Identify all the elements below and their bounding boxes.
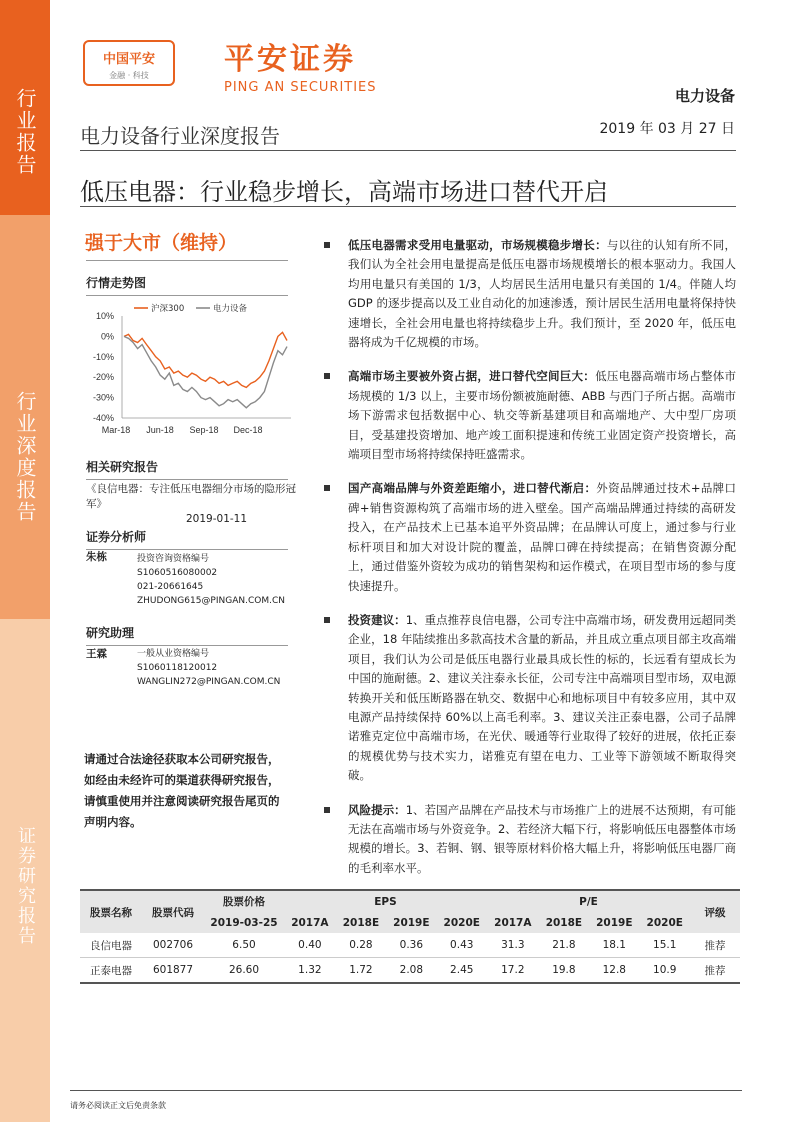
assistant-section-title: 研究助理 xyxy=(86,624,288,646)
table-row: 良信电器 002706 6.50 0.40 0.28 0.36 0.43 31.3 21.8 18.1 15.1 推荐 xyxy=(80,933,740,958)
header-stock-code: 股票代码 xyxy=(142,890,204,933)
report-type: 电力设备行业深度报告 xyxy=(80,124,280,148)
report-date: 2019 年 03 月 27 日 xyxy=(599,121,735,137)
x-tick-label: Sep-18 xyxy=(189,425,219,435)
table-row: 正泰电器 601877 26.60 1.32 1.72 2.08 2.45 17.2 19.8 12.8 10.9 推荐 xyxy=(80,958,740,984)
bullet-high-end-market: 高端市场主要被外资占据，进口替代空间巨大：低压电器高端市场占整体市场规模的 1/3 以上，主要市场份额被施耐德、ABB 与西门子所占据。高端市场下游需求包括数据中心、轨交等新基建项目和高端地产、大中型厂房项目，受基建投资增加、地产竣工面积提速和传统工业固定资产投资增长，高端项目型市场将持续保持旺盛需求。 xyxy=(322,367,736,464)
bullet-demand: 低压电器需求受用电量驱动，市场规模稳步增长：与以往的认知有所不同，我们认为全社会用电量提高是低压电器市场规模增长的根本驱动力。我国人均用电量只有美国的 1/3，人均居民生活用电量只有美国的 1/4。伴随人均 GDP 的逐步提高以及工业自动化的加速渗透，预计居民生活用电量将保持快速增长，全社会用电量也将持续稳步上升。我们预计，至 2020 年，低压电器将成为千亿规模的市场。 xyxy=(322,236,736,352)
assistant-info: 一般从业资格编号 S1060118120012 WANGLIN272@PINGAN.COM.CN xyxy=(137,649,281,687)
related-report-item[interactable] xyxy=(86,482,296,527)
rating-divider xyxy=(86,260,288,261)
assistant-name: 王霖 xyxy=(86,648,107,660)
analyst-name: 朱栋 xyxy=(86,551,107,563)
header-stock-price: 股票价格 xyxy=(204,890,284,912)
sector-label: 电力设备 xyxy=(674,87,735,105)
market-trend-chart xyxy=(86,296,296,441)
header-pe: P/E xyxy=(487,890,690,912)
header-price-date: 2019-03-25 xyxy=(204,912,284,933)
header-stock-name: 股票名称 xyxy=(80,890,142,933)
chart-section-title: 行情走势图 xyxy=(86,274,288,296)
related-report-date: 2019-01-11 xyxy=(186,513,248,525)
series-line-csi300 xyxy=(124,332,287,387)
related-section-title: 相关研究报告 xyxy=(86,458,288,480)
bullet-square-icon xyxy=(324,617,330,623)
stock-valuation-table: 股票名称 股票代码 股票价格 EPS P/E 评级 2019-03-25 2017A 2018E 2019E 2020E 2017A 2018E 2019E 2020E 良信电器 002706 6.50 0.40 0.28 0.36 0.43 31.3 21.8 18.1 15.1 推荐 正泰电器 601877 26.60 1.32 1.72 2.08 2.45 17.2 19.8 12.8 10.9 推荐 xyxy=(80,889,740,984)
side-tab-securities-research: 证券研究报告 xyxy=(0,619,50,1122)
x-tick-label: Mar-18 xyxy=(101,425,131,435)
bullet-square-icon xyxy=(324,807,330,813)
footer-note: 请务必阅读正文后免责条款 xyxy=(70,1101,166,1110)
analyst-info: 投资咨询资格编号 S1060516080002 021-20661645 ZHUDONG615@PINGAN.COM.CN xyxy=(137,554,285,606)
legend-label: 电力设备 xyxy=(213,304,248,314)
bullet-investment-advice: 投资建议：1、重点推荐良信电器，公司专注中高端市场，研发费用远超同类企业，18 年陆续推出多款高技术含量的新品，并且成立重点项目部主攻高端项目，我们认为公司是低压电器行业最具成长性的标的，长远看有望成长为中国的施耐德。2、建议关注泰永长征，公司专注中高端项目型市场，双电源转换开关和低压断路器在轨交、数据中心和地标项目中有较多应用，其中双电源产品持续保持 60%以上高毛利率。3、建议关注正泰电器，公司子品牌诺雅克定位中高端市场，在光伏、暖通等行业取得了较好的进展，依托正泰的规模优势与技术实力，诺雅克有望在电力、工业等下游领域不断取得突破。 xyxy=(322,611,736,786)
y-tick-label: -10% xyxy=(92,351,114,362)
footer-divider xyxy=(70,1090,742,1091)
analyst-section-title: 证券分析师 xyxy=(86,528,288,550)
bullet-square-icon xyxy=(324,373,330,379)
bullet-square-icon xyxy=(324,485,330,491)
bullet-domestic-brands: 国产高端品牌与外资差距缩小，进口替代渐启：外资品牌通过技术+品牌口碑+销售资源构筑了高端市场的进入壁垒。国产高端品牌通过持续的高研发投入，在产品技术上已基本追平外资品牌；在品牌认可度上，通过参与行业标杆项目和加大对设计院的覆盖，品牌口碑在持续提高；在销售资源分配上，通过借鉴外资较为成功的销售架构和运作模式，在项目型市场的参与度快速提升。 xyxy=(322,479,736,595)
disclaimer-text: 请通过合法途径获取本公司研究报告，如经由未经许可的渠道获得研究报告，请慎重使用并注意阅读研究报告尾页的声明内容。 xyxy=(84,752,280,829)
y-tick-label: 0% xyxy=(100,331,114,342)
legend-label: 沪深300 xyxy=(151,304,185,314)
rating-label: 强于大市（维持） xyxy=(85,232,238,254)
y-tick-label: -30% xyxy=(92,392,114,403)
header-divider xyxy=(80,150,736,151)
title-divider xyxy=(80,206,736,207)
analyst-email[interactable]: ZHUDONG615@PINGAN.COM.CN xyxy=(137,596,285,606)
bullet-square-icon xyxy=(324,242,330,248)
side-tab-industry-report: 行业报告 xyxy=(0,0,50,215)
bullet-risk-warning: 风险提示：1、若国产品牌在产品技术与市场推广上的进展不达预期，有可能无法在高端市场与外资竞争。2、若经济大幅下行，将影响低压电器整体市场规模的增长。3、若铜、钢、银等原材料价格大幅上升，将影响低压电器厂商的毛利率水平。 xyxy=(322,801,736,879)
related-report-title[interactable]: 《良信电器：专注低压电器细分市场的隐形冠军》 xyxy=(86,483,296,510)
side-tab-industry-deep-report: 行业深度报告 xyxy=(0,215,50,619)
header-rating: 评级 xyxy=(690,890,740,933)
summary-bullets xyxy=(322,236,736,893)
x-tick-label: Jun-18 xyxy=(146,425,174,435)
ping-an-group-logo: 中国平安 金融 · 科技 xyxy=(83,40,175,86)
header-eps: EPS xyxy=(284,890,487,912)
ping-an-securities-logo: 平安证券 PING AN SECURITIES xyxy=(224,42,377,95)
page-title: 低压电器：行业稳步增长，高端市场进口替代开启 xyxy=(80,178,608,206)
assistant-email[interactable]: WANGLIN272@PINGAN.COM.CN xyxy=(137,677,281,687)
y-tick-label: -40% xyxy=(92,413,114,423)
x-tick-label: Dec-18 xyxy=(233,425,263,435)
y-tick-label: 10% xyxy=(95,311,114,321)
y-tick-label: -20% xyxy=(92,372,114,383)
